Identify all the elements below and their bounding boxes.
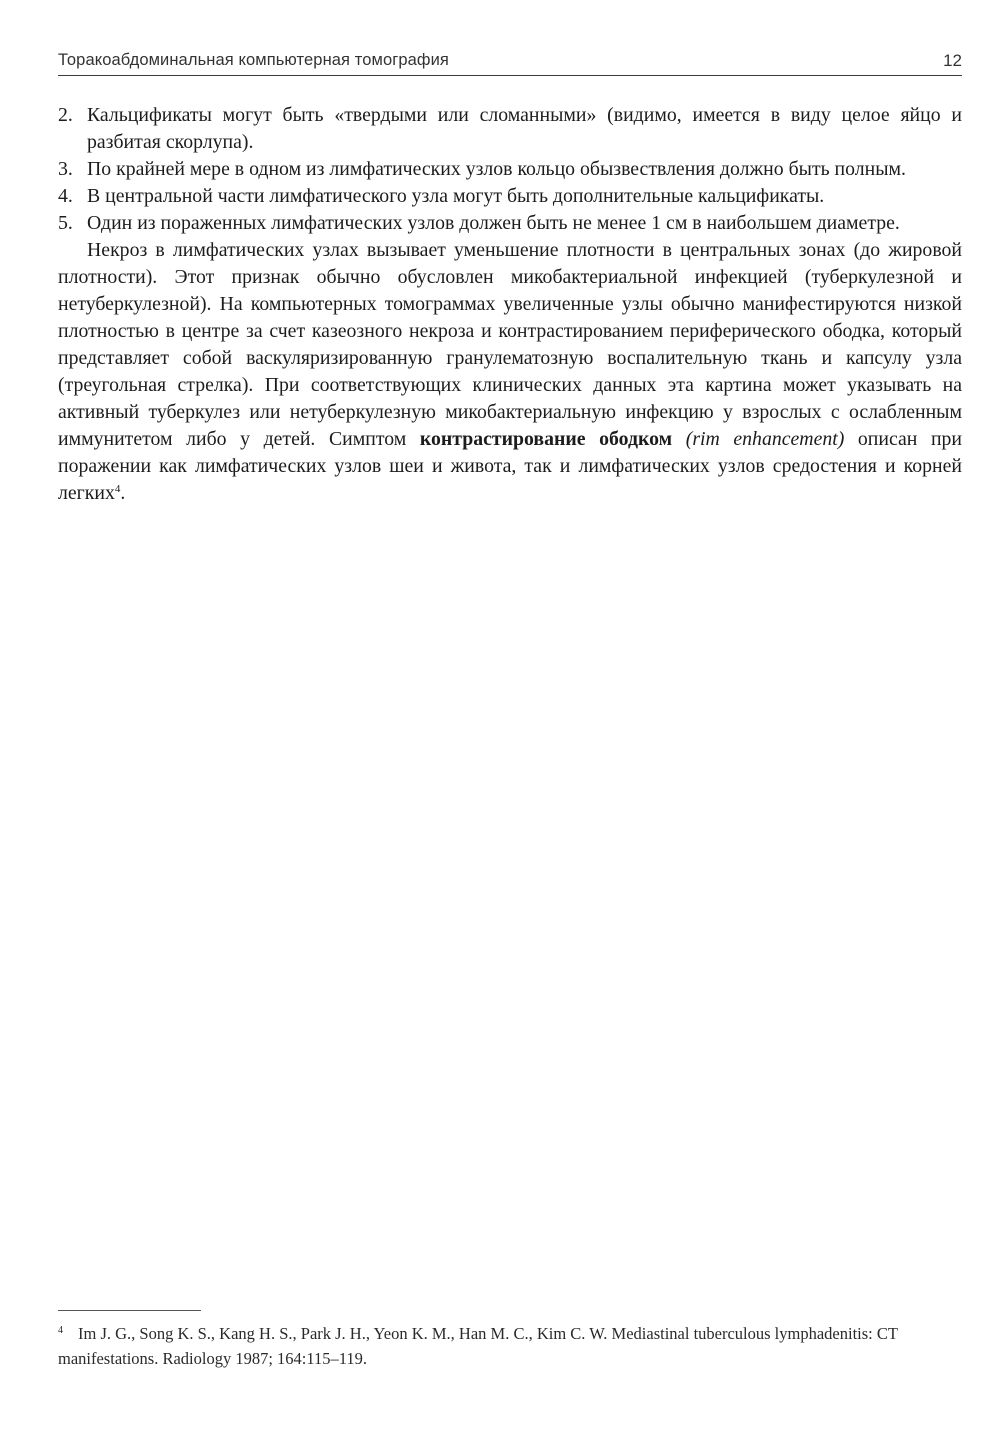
paragraph-text-start: Некроз в лимфатических узлах вызывает уменьшение плотности в центральных зонах (до жировой плотности). Этот признак обычно обусловлен микобактериальной инфекцией (туберкулезной и нетуберкулезной). На компьютерных томограммах увеличенные узлы обычно манифестируются низкой плотностью в центре за счет казеозного некроза и контрастированием периферического ободка, который представляет собой васкуляризированную гранулематозную воспалительную ткань и капсулу узла (треугольная стрелка). При соответствующих клинических данных эта картина может указывать на активный туберкулез или нетуберкулезную микобактериальную инфекцию у взрослых с ослабленным иммунитетом либо у детей. Симптом bbox=[58, 239, 962, 450]
list-item-number: 5. bbox=[58, 212, 73, 234]
list-item-number: 3. bbox=[58, 158, 73, 180]
italic-term: (rim enhancement) bbox=[685, 428, 845, 450]
footnote-text: Im J. G., Song K. S., Kang H. S., Park J. H., Yeon K. M., Han M. C., Kim C. W. Mediastinal tuberculous lymphadenitis: CT manifestations. Radiology 1987; 164:115–119. bbox=[58, 1324, 898, 1368]
footnote-reference[interactable]: 4 bbox=[114, 483, 121, 495]
list-item bbox=[58, 183, 962, 210]
paragraph-end-punct: . bbox=[120, 482, 126, 504]
list-item-number: 2. bbox=[58, 104, 73, 126]
footnote-divider bbox=[58, 1310, 201, 1311]
list-item bbox=[58, 210, 962, 237]
list-item-text: В центральной части лимфатического узла могут быть дополнительные кальцификаты. bbox=[87, 185, 825, 207]
list-item-number: 4. bbox=[58, 185, 73, 207]
necrosis-paragraph bbox=[58, 237, 962, 507]
book-title: Торакоабдоминальная компьютерная томография bbox=[58, 51, 449, 69]
page-number: 12 bbox=[943, 51, 962, 70]
footnote: 4 Im J. G., Song K. S., Kang H. S., Park J. H., Yeon K. M., Han M. C., Kim C. W. Mediastinal tuberculous lymphadenitis: CT manifestations. Radiology 1987; 164:115–119. bbox=[58, 1324, 898, 1368]
list-item-text: Один из пораженных лимфатических узлов должен быть не менее 1 см в наибольшем диаметре. bbox=[87, 212, 900, 234]
bold-term: контрастирование ободком bbox=[419, 428, 673, 450]
list-item bbox=[58, 156, 962, 183]
list-item bbox=[58, 102, 962, 156]
main-text bbox=[58, 102, 962, 507]
paragraph-text-end: описан при поражении как лимфатических узлов шеи и живота, так и лимфатических узлов средостения и корней легких bbox=[58, 428, 963, 504]
list-item-text: Кальцификаты могут быть «твердыми или сломанными» (видимо, имеется в виду целое яйцо и разбитая скорлупа). bbox=[87, 104, 962, 153]
list-item-text: По крайней мере в одном из лимфатических узлов кольцо обызвествления должно быть полным. bbox=[87, 158, 906, 180]
running-header bbox=[58, 49, 962, 76]
